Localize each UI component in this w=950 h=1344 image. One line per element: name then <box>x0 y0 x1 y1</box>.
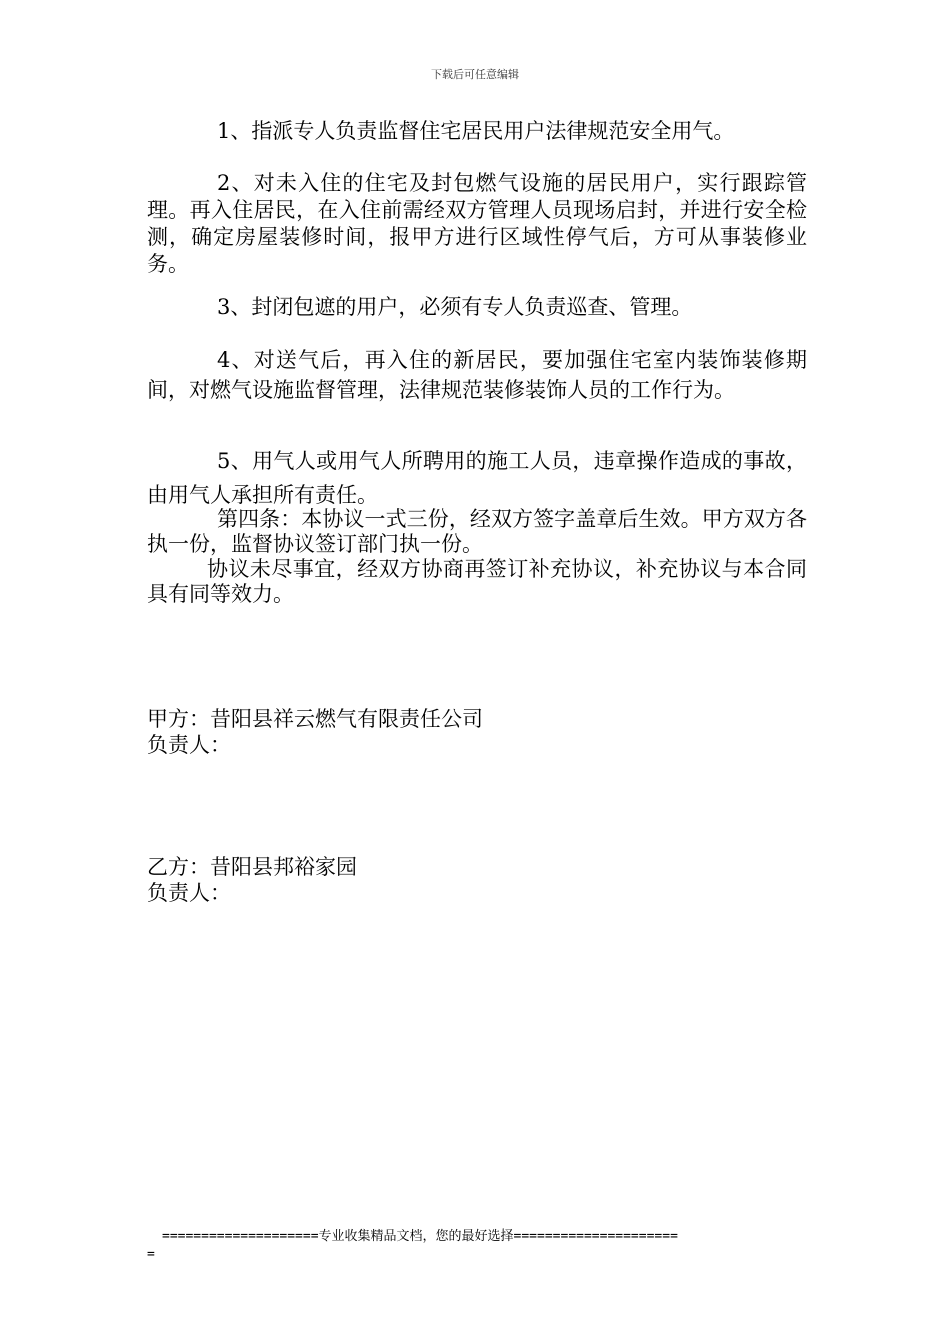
party-b-name: 乙方：昔阳县邦裕家园 <box>147 855 357 879</box>
party-b-person: 负责人： <box>147 881 231 905</box>
clause-item-3: 3、封闭包遮的用户，必须有专人负责巡查、管理。 <box>217 295 693 319</box>
clause-item-4: 4、对送气后，再入住的新居民，要加强住宅室内装饰装修期间，对燃气设施监督管理，法律规范装修装饰人员的工作行为。 <box>147 348 807 402</box>
party-a-person: 负责人： <box>147 733 231 757</box>
page-header: 下载后可任意编辑 <box>431 68 519 81</box>
clause-item-2: 2、对未入住的住宅及封包燃气设施的居民用户，实行跟踪管理。再入住居民，在入住前需经双方管理人员现场启封，并进行安全检测，确定房屋装修时间，报甲方进行区域性停气后，方可从事装修业务。 <box>147 171 807 276</box>
party-a-name: 甲方：昔阳县祥云燃气有限责任公司 <box>147 707 483 731</box>
footer-line-1: ====================专业收集精品文档，您的最好选择===================== <box>162 1229 678 1244</box>
clause-item-5: 5、用气人或用气人所聘用的施工人员，违章操作造成的事故，由用气人承担所有责任。 <box>147 449 807 507</box>
clause-item-1: 1、指派专人负责监督住宅居民用户法律规范安全用气。 <box>217 119 735 143</box>
supplement-clause: 协议未尽事宜，经双方协商再签订补充协议，补充协议与本合同具有同等效力。 <box>147 557 807 606</box>
article-4: 第四条：本协议一式三份，经双方签字盖章后生效。甲方双方各执一份，监督协议签订部门执一份。 <box>147 507 807 556</box>
page-footer <box>147 1228 812 1264</box>
footer-line-2: = <box>147 1247 155 1262</box>
